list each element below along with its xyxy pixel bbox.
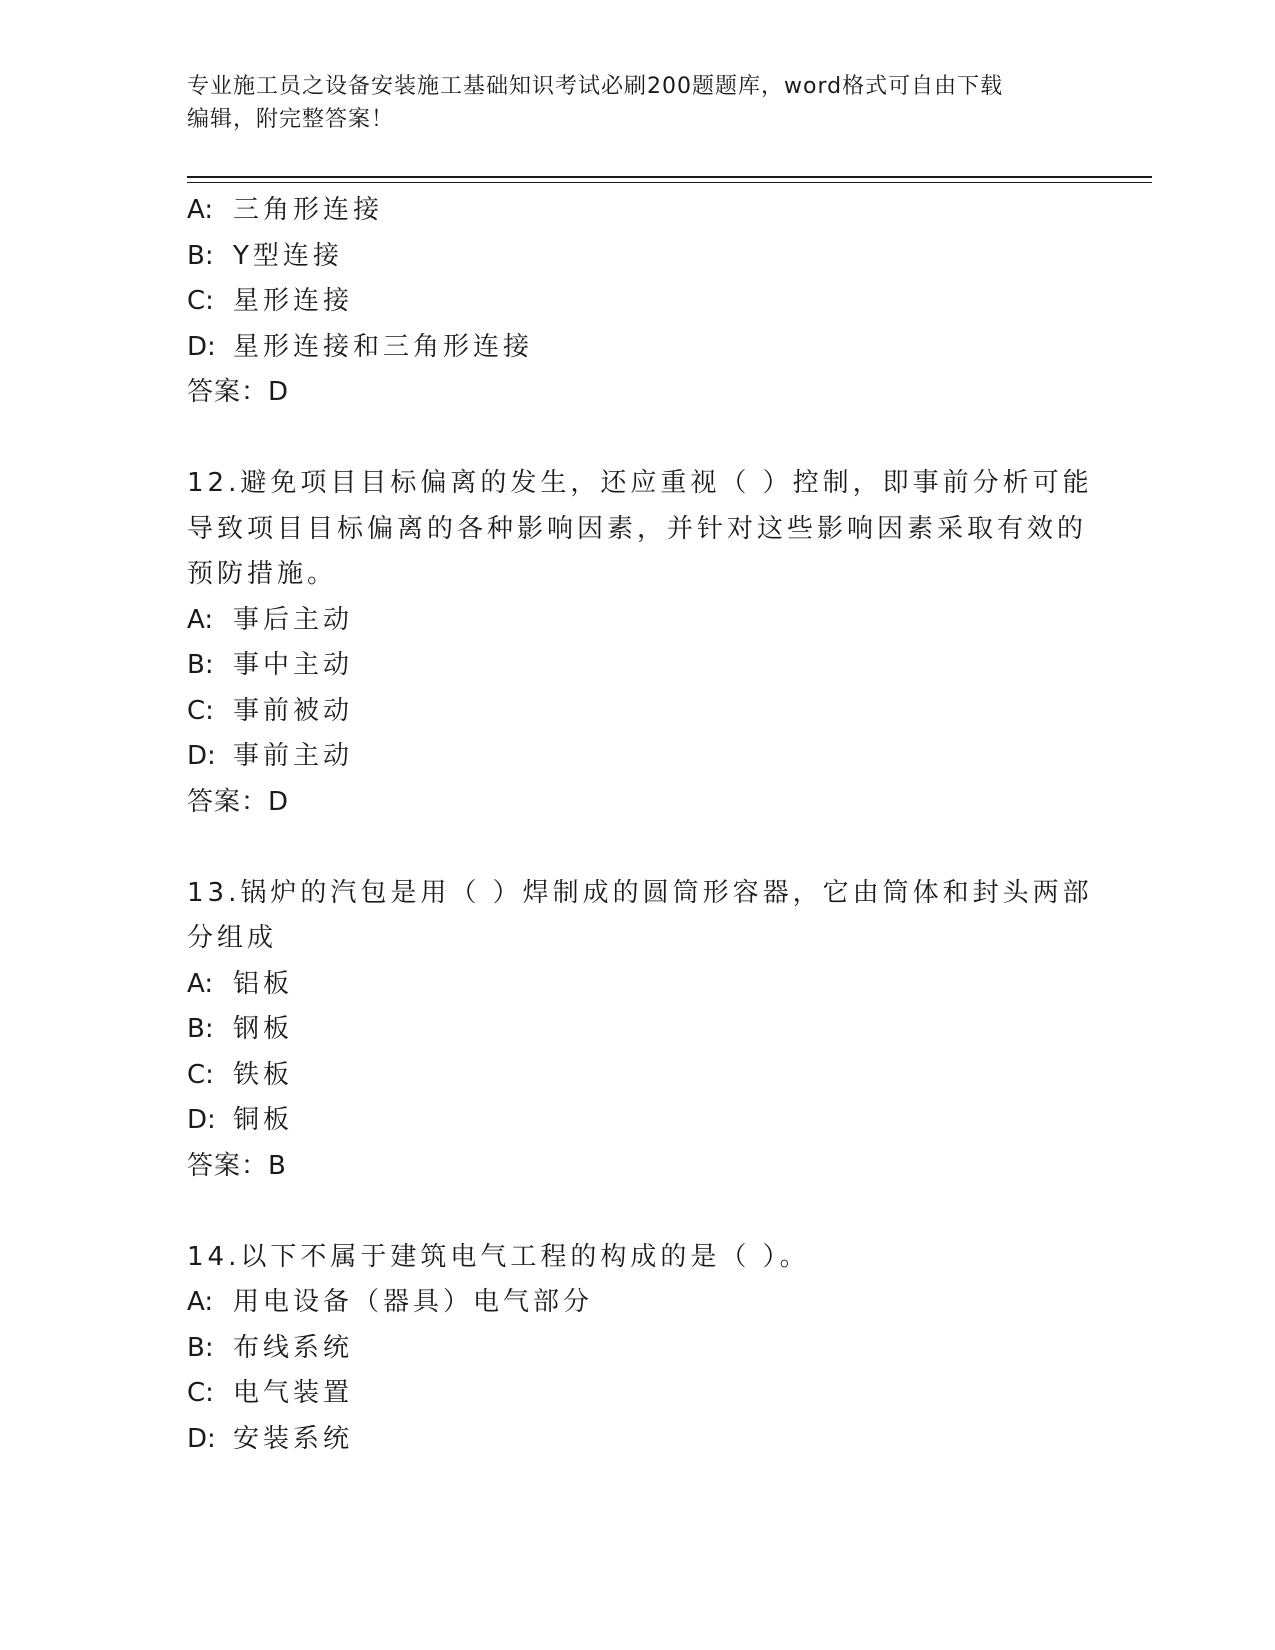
- option-label: C:: [187, 1378, 214, 1408]
- question-text-line: 12.避免项目目标偏离的发生，还应重视（ ）控制，即事前分析可能: [187, 468, 1093, 498]
- option-d: [187, 734, 1067, 780]
- option-text: 星形连接: [233, 286, 354, 316]
- option-c: [187, 689, 1067, 735]
- spacer: [187, 1189, 1067, 1235]
- question-list: [187, 188, 1093, 1462]
- option-text: 铁板: [233, 1059, 294, 1090]
- option-text: 星形连接和三角形连接: [233, 331, 534, 362]
- option-text: 事前主动: [233, 741, 354, 771]
- question-text-line: 分组成: [187, 923, 278, 953]
- option-d: [187, 1417, 1067, 1463]
- question-text-line: 预防措施。: [187, 559, 338, 589]
- question-12: [187, 461, 1093, 825]
- option-c: [187, 1371, 1067, 1417]
- option-a: [187, 962, 1067, 1008]
- answer-line: 答案：D: [187, 786, 290, 817]
- option-label: D:: [187, 331, 216, 362]
- option-b: [187, 234, 1067, 280]
- option-c: [187, 1053, 1067, 1099]
- option-a: [187, 1280, 1067, 1326]
- question-text-line: 导致项目目标偏离的各种影响因素，并针对这些影响因素采取有效的: [187, 513, 1088, 544]
- option-text: 电气装置: [233, 1378, 354, 1408]
- question-11-continued: [187, 188, 1067, 416]
- option-a: [187, 188, 1067, 234]
- option-label: D:: [187, 741, 216, 771]
- option-b: [187, 643, 1067, 689]
- option-text: 事后主动: [233, 604, 354, 635]
- question-text-line: 13.锅炉的汽包是用（ ）焊制成的圆筒形容器，它由筒体和封头两部: [187, 877, 1093, 908]
- option-label: A:: [187, 604, 214, 635]
- option-label: A:: [187, 195, 214, 225]
- option-text: 铝板: [233, 968, 294, 999]
- answer-line: 答案：B: [187, 1150, 287, 1181]
- spacer: [187, 416, 1067, 462]
- option-text: Y型连接: [233, 240, 343, 271]
- header-line-2: 编辑，附完整答案！: [187, 107, 395, 132]
- option-text: 事前被动: [233, 695, 354, 726]
- question-13: [187, 871, 1093, 1190]
- option-c: [187, 279, 1067, 325]
- option-text: 铜板: [233, 1105, 294, 1135]
- document-header: [187, 70, 1087, 136]
- header-line-1: 专业施工员之设备安装施工基础知识考试必刷200题题库，word格式可自由下载: [187, 74, 1004, 99]
- option-label: D:: [187, 1423, 216, 1454]
- question-text-line: 14.以下不属于建筑电气工程的构成的是（ ）。: [187, 1241, 810, 1272]
- option-b: [187, 1007, 1067, 1053]
- option-a: [187, 598, 1067, 644]
- header-rule-thin: [187, 182, 1152, 183]
- option-label: D:: [187, 1105, 216, 1135]
- spacer: [187, 825, 1067, 871]
- question-14: [187, 1235, 1067, 1463]
- answer-line: 答案：D: [187, 377, 290, 407]
- option-label: B:: [187, 1014, 214, 1044]
- option-text: 事中主动: [233, 650, 354, 680]
- option-text: 用电设备（器具）电气部分: [233, 1287, 594, 1317]
- option-label: C:: [187, 1059, 214, 1090]
- option-text: 安装系统: [233, 1423, 354, 1454]
- option-label: C:: [187, 695, 214, 726]
- option-d: [187, 1098, 1067, 1144]
- option-text: 三角形连接: [233, 195, 384, 225]
- option-label: B:: [187, 650, 214, 680]
- option-label: C:: [187, 286, 214, 316]
- option-text: 布线系统: [233, 1332, 354, 1363]
- option-d: [187, 325, 1067, 371]
- option-b: [187, 1326, 1067, 1372]
- option-label: B:: [187, 240, 214, 271]
- option-label: A:: [187, 1287, 214, 1317]
- option-label: B:: [187, 1332, 214, 1363]
- header-rule-thick: [187, 176, 1152, 178]
- option-text: 钢板: [233, 1014, 294, 1044]
- option-label: A:: [187, 968, 214, 999]
